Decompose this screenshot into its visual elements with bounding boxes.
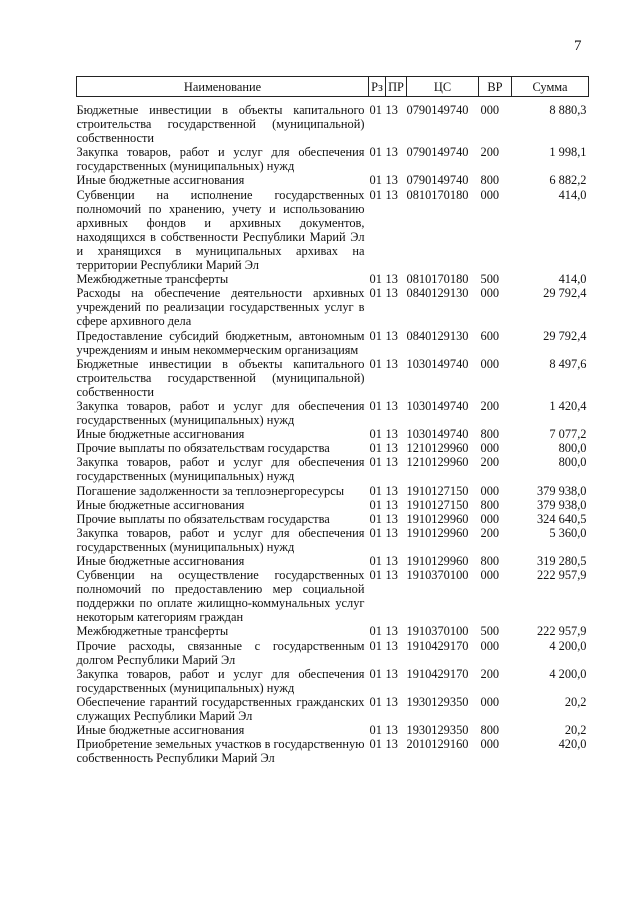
row-sum: 20,2: [564, 723, 587, 738]
row-pr: 13: [385, 103, 398, 117]
row-cs: 1910127150: [406, 497, 469, 512]
row-cs: 0790149740: [406, 103, 469, 117]
row-name: Иные бюджетные ассигнования: [76, 554, 245, 568]
row-rz: 01: [369, 723, 382, 738]
row-vr: 200: [480, 398, 500, 413]
row-name: Закупка товаров, работ и услуг для обеспечения государственных (муниципальных) нужд: [76, 398, 365, 428]
row-cs: 1030149740: [406, 398, 469, 413]
row-sum: 20,2: [564, 694, 587, 709]
table-row: [77, 145, 589, 173]
row-vr: 000: [480, 511, 500, 526]
row-sum: 800,0: [558, 455, 587, 470]
row-cs: 0810170180: [406, 187, 469, 202]
header-vr: ВР: [479, 77, 512, 97]
row-name: Прочие выплаты по обязательствам государства: [76, 441, 330, 456]
row-sum: 379 938,0: [536, 483, 587, 498]
row-rz: 01: [369, 497, 382, 512]
row-name: Прочие выплаты по обязательствам государства: [76, 511, 330, 526]
row-rz: 01: [369, 737, 382, 752]
table-row: [77, 399, 589, 427]
row-pr: 13: [385, 568, 398, 583]
row-pr: 13: [385, 638, 398, 653]
row-name: Межбюджетные трансферты: [76, 624, 229, 639]
row-name: Погашение задолженности за теплоэнергоресурсы: [76, 483, 345, 498]
row-name: Приобретение земельных участков в государственную собственность Республики Марий Эл: [76, 737, 365, 766]
row-name: Субвенции на осуществление государственных полномочий по предоставлению мер социальной поддержки по оплате жилищно-коммунальных услуг некоторым категориям граждан: [76, 568, 365, 625]
row-sum: 5 360,0: [549, 525, 587, 540]
row-cs: 1210129960: [406, 455, 469, 470]
row-name: Иные бюджетные ассигнования: [76, 173, 245, 188]
row-vr: 800: [480, 497, 500, 512]
row-rz: 01: [369, 272, 382, 287]
row-pr: 13: [385, 666, 398, 681]
row-sum: 319 280,5: [536, 554, 587, 568]
budget-table: [76, 76, 589, 765]
row-vr: 000: [480, 483, 500, 498]
header-cs: ЦС: [407, 77, 479, 97]
row-cs: 2010129160: [406, 737, 469, 752]
row-vr: 600: [480, 328, 500, 343]
row-pr: 13: [385, 624, 398, 639]
row-rz: 01: [369, 483, 382, 498]
row-sum: 324 640,5: [536, 511, 587, 526]
row-cs: 1910129960: [406, 554, 469, 568]
row-pr: 13: [385, 356, 398, 371]
row-cs: 0840129130: [406, 286, 469, 301]
table-body: [77, 97, 589, 766]
table-row: [77, 554, 589, 568]
table-row: [77, 526, 589, 554]
row-name: Бюджетные инвестиции в объекты капитального строительства государственной (муниципальной) собственности: [76, 356, 365, 399]
row-sum: 4 200,0: [549, 638, 587, 653]
row-sum: 414,0: [558, 187, 587, 202]
header-name: Наименование: [77, 77, 369, 97]
row-cs: 1910370100: [406, 568, 469, 583]
header-sum: Сумма: [512, 77, 589, 97]
row-cs: 1910127150: [406, 483, 469, 498]
row-cs: 0790149740: [406, 173, 469, 188]
header-pr: ПР: [386, 77, 407, 97]
row-pr: 13: [385, 398, 398, 413]
row-sum: 800,0: [558, 441, 587, 456]
row-vr: 000: [480, 441, 500, 456]
row-sum: 1 998,1: [549, 145, 587, 160]
page-number: 7: [574, 38, 582, 54]
row-cs: 1910429170: [406, 638, 469, 653]
row-rz: 01: [369, 511, 382, 526]
row-cs: 0810170180: [406, 272, 469, 287]
table-row: [77, 173, 589, 187]
table-row: [77, 568, 589, 624]
row-cs: 1930129350: [406, 694, 469, 709]
row-sum: 379 938,0: [536, 497, 587, 512]
row-rz: 01: [369, 187, 382, 202]
row-sum: 7 077,2: [549, 427, 587, 442]
row-vr: 200: [480, 455, 500, 470]
row-cs: 1910370100: [406, 624, 469, 639]
row-vr: 000: [480, 187, 500, 202]
row-pr: 13: [385, 723, 398, 738]
table-row: [77, 427, 589, 441]
table-row: [77, 737, 589, 765]
table-row: [77, 484, 589, 498]
table-row: [77, 286, 589, 328]
row-cs: 1910129960: [406, 511, 469, 526]
row-pr: 13: [385, 511, 398, 526]
row-vr: 000: [480, 638, 500, 653]
row-rz: 01: [369, 356, 382, 371]
row-cs: 0840129130: [406, 328, 469, 343]
table-row: [77, 272, 589, 286]
row-rz: 01: [369, 398, 382, 413]
row-pr: 13: [385, 497, 398, 512]
row-sum: 222 957,9: [536, 624, 587, 639]
row-rz: 01: [369, 173, 382, 188]
table-row: [77, 329, 589, 357]
row-cs: 1910429170: [406, 666, 469, 681]
row-vr: 000: [480, 356, 500, 371]
row-cs: 0790149740: [406, 145, 469, 160]
row-pr: 13: [385, 737, 398, 752]
row-vr: 000: [480, 103, 500, 117]
table-row: [77, 455, 589, 483]
row-pr: 13: [385, 441, 398, 456]
row-sum: 420,0: [558, 737, 587, 752]
row-vr: 800: [480, 723, 500, 738]
row-vr: 500: [480, 272, 500, 287]
row-cs: 1930129350: [406, 723, 469, 738]
row-vr: 500: [480, 624, 500, 639]
row-sum: 6 882,2: [549, 173, 587, 188]
row-pr: 13: [385, 173, 398, 188]
row-pr: 13: [385, 328, 398, 343]
row-rz: 01: [369, 638, 382, 653]
row-pr: 13: [385, 272, 398, 287]
table-row: [77, 357, 589, 399]
table-header-row: [77, 77, 589, 97]
row-vr: 200: [480, 666, 500, 681]
table-row: [77, 667, 589, 695]
row-rz: 01: [369, 525, 382, 540]
row-name: Предоставление субсидий бюджетным, автономным учреждениям и иным некоммерческим организациям: [76, 328, 365, 357]
row-rz: 01: [369, 103, 382, 117]
row-vr: 200: [480, 145, 500, 160]
row-name: Закупка товаров, работ и услуг для обеспечения государственных (муниципальных) нужд: [76, 525, 365, 554]
row-pr: 13: [385, 525, 398, 540]
row-vr: 800: [480, 427, 500, 442]
row-rz: 01: [369, 145, 382, 160]
row-rz: 01: [369, 568, 382, 583]
row-pr: 13: [385, 145, 398, 160]
header-rz: Рз: [369, 77, 386, 97]
row-pr: 13: [385, 286, 398, 301]
row-rz: 01: [369, 694, 382, 709]
row-name: Иные бюджетные ассигнования: [76, 427, 245, 442]
row-rz: 01: [369, 554, 382, 568]
row-pr: 13: [385, 427, 398, 442]
row-sum: 1 420,4: [549, 398, 587, 413]
table-row: [77, 624, 589, 638]
row-sum: 4 200,0: [549, 666, 587, 681]
row-cs: 1030149740: [406, 356, 469, 371]
table-row: [77, 695, 589, 723]
row-vr: 000: [480, 737, 500, 752]
row-rz: 01: [369, 328, 382, 343]
row-rz: 01: [369, 624, 382, 639]
row-cs: 1910129960: [406, 525, 469, 540]
row-rz: 01: [369, 286, 382, 301]
table-row: [77, 188, 589, 273]
table-row: [77, 441, 589, 455]
row-pr: 13: [385, 694, 398, 709]
row-name: Закупка товаров, работ и услуг для обеспечения государственных (муниципальных) нужд: [76, 666, 365, 695]
row-rz: 01: [369, 427, 382, 442]
table-row: [77, 723, 589, 737]
row-name: Субвенции на исполнение государственных полномочий по хранению, учету и использованию архивных фондов и архивных документов, находящихся в собственности Республики Марий Эл и хранящихся в муниципальных архивах на территории Республики Марий Эл: [76, 187, 365, 273]
table-row: [77, 103, 589, 145]
row-name: Обеспечение гарантий государственных гражданских служащих Республики Марий Эл: [76, 694, 365, 724]
row-vr: 200: [480, 525, 500, 540]
row-sum: 222 957,9: [536, 568, 587, 583]
row-cs: 1030149740: [406, 427, 469, 442]
row-name: Закупка товаров, работ и услуг для обеспечения государственных (муниципальных) нужд: [76, 145, 365, 174]
row-name: Иные бюджетные ассигнования: [76, 723, 245, 738]
row-vr: 000: [480, 694, 500, 709]
row-vr: 000: [480, 568, 500, 583]
table-row: [77, 512, 589, 526]
row-name: Бюджетные инвестиции в объекты капитального строительства государственной (муниципальной) собственности: [76, 103, 365, 146]
row-sum: 414,0: [558, 272, 587, 287]
row-pr: 13: [385, 554, 398, 568]
row-vr: 800: [480, 554, 500, 568]
row-name: Расходы на обеспечение деятельности архивных учреждений по реализации государственных услуг в сфере архивного дела: [76, 286, 365, 329]
row-sum: 8 880,3: [549, 103, 587, 117]
row-cs: 1210129960: [406, 441, 469, 456]
row-name: Закупка товаров, работ и услуг для обеспечения государственных (муниципальных) нужд: [76, 455, 365, 484]
row-rz: 01: [369, 666, 382, 681]
row-sum: 29 792,4: [543, 286, 587, 301]
row-sum: 8 497,6: [549, 356, 587, 371]
table-row: [77, 639, 589, 667]
row-rz: 01: [369, 441, 382, 456]
table-row: [77, 498, 589, 512]
row-vr: 800: [480, 173, 500, 188]
row-pr: 13: [385, 187, 398, 202]
row-name: Межбюджетные трансферты: [76, 272, 229, 287]
row-name: Иные бюджетные ассигнования: [76, 497, 245, 512]
row-sum: 29 792,4: [543, 328, 587, 343]
row-vr: 000: [480, 286, 500, 301]
row-name: Прочие расходы, связанные с государственным долгом Республики Марий Эл: [76, 638, 365, 667]
row-pr: 13: [385, 455, 398, 470]
row-pr: 13: [385, 483, 398, 498]
row-rz: 01: [369, 455, 382, 470]
